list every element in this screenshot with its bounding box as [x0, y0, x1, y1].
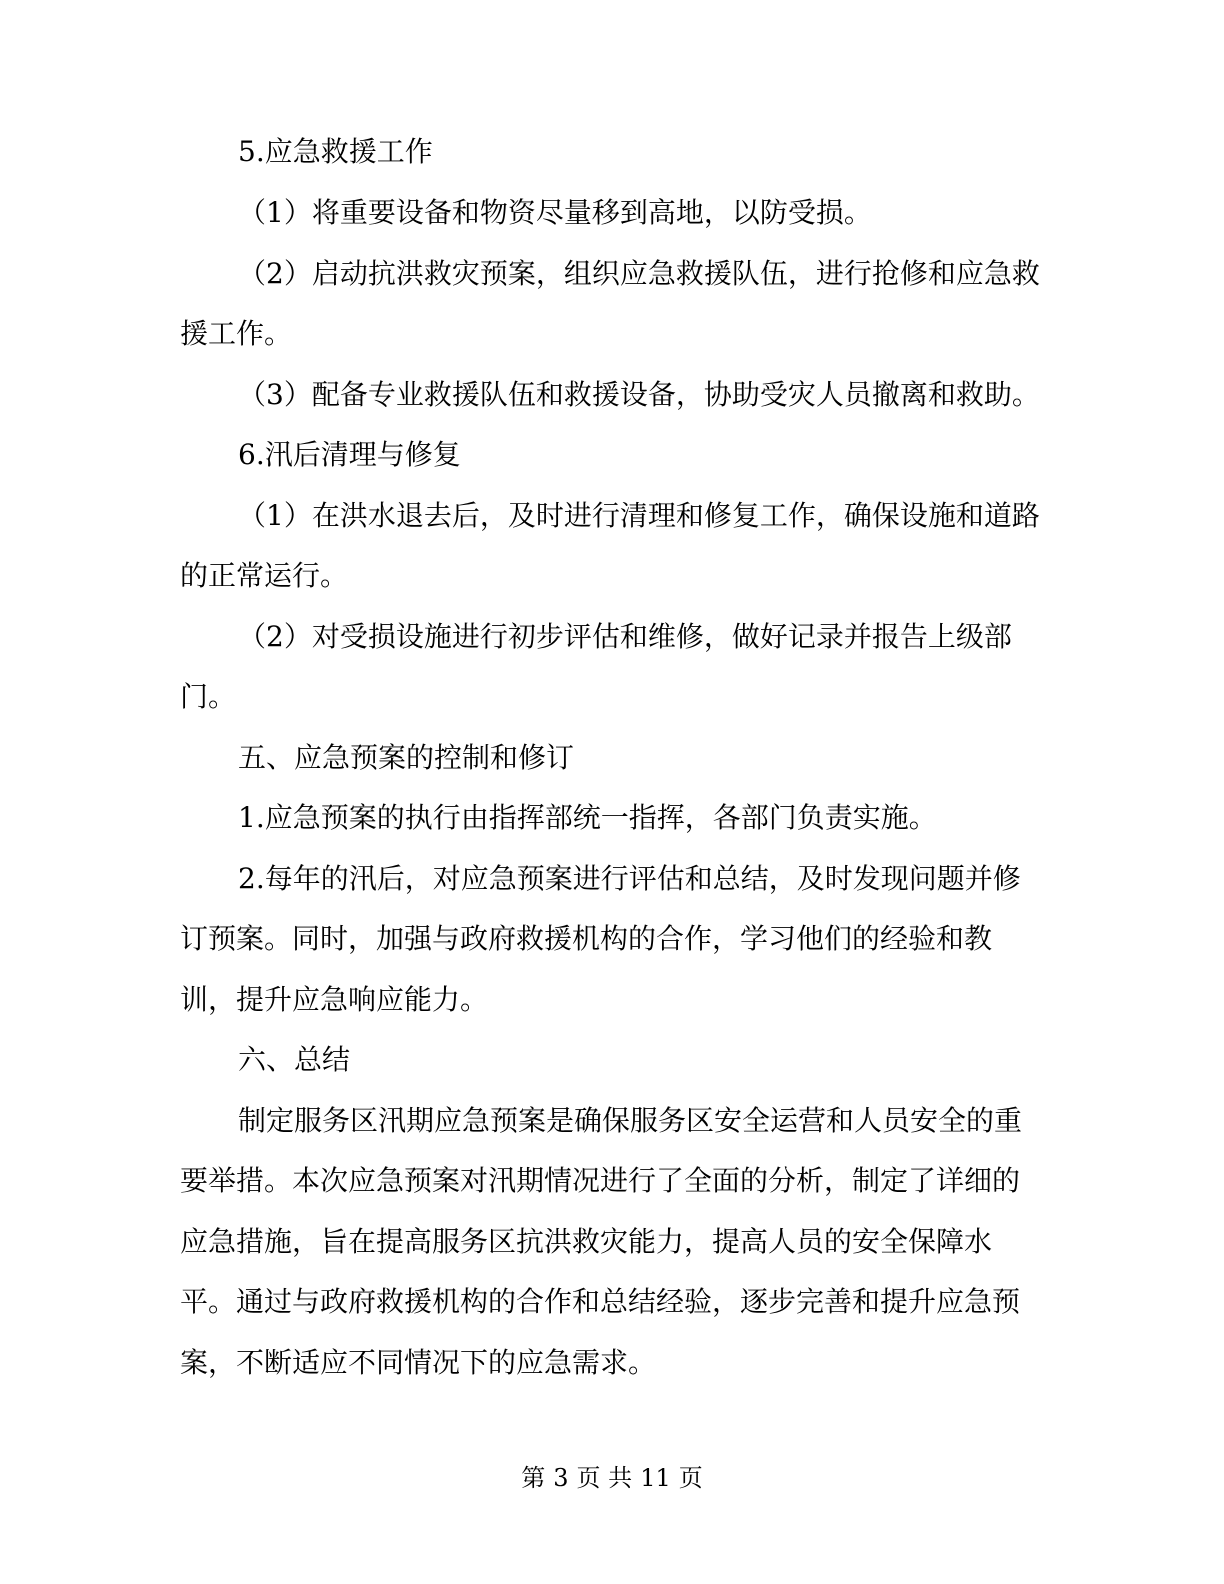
footer-suffix: 页	[678, 1464, 703, 1492]
paragraph-line: （1）在洪水退去后，及时进行清理和修复工作，确保设施和道路	[238, 499, 1040, 532]
current-page-number: 3	[553, 1464, 569, 1492]
paragraph-line: 案，不断适应不同情况下的应急需求。	[180, 1346, 657, 1379]
paragraph-line: 1.应急预案的执行由指挥部统一指挥，各部门负责实施。	[238, 801, 937, 834]
paragraph-line: （2）启动抗洪救灾预案，组织应急救援队伍，进行抢修和应急救	[238, 257, 1040, 290]
section-heading: 6.汛后清理与修复	[238, 438, 461, 471]
footer-middle: 页 共	[576, 1464, 633, 1492]
paragraph-line: 门。	[180, 680, 237, 713]
section-heading: 六、总结	[238, 1043, 351, 1076]
paragraph-line: 应急措施，旨在提高服务区抗洪救灾能力，提高人员的安全保障水	[180, 1225, 993, 1258]
paragraph-line: 的正常运行。	[180, 559, 349, 592]
page-number-footer	[0, 1458, 1224, 1498]
section-heading: 5.应急救援工作	[238, 135, 433, 168]
paragraph-line: 训，提升应急响应能力。	[180, 983, 489, 1016]
footer-prefix: 第	[521, 1464, 546, 1492]
paragraph-line: （3）配备专业救援队伍和救援设备，协助受灾人员撤离和救助。	[238, 378, 1040, 411]
total-page-count: 11	[640, 1464, 671, 1492]
paragraph-line: 援工作。	[180, 317, 293, 350]
paragraph-line: （2）对受损设施进行初步评估和维修，做好记录并报告上级部	[238, 620, 1012, 653]
paragraph-line: 订预案。同时，加强与政府救援机构的合作，学习他们的经验和教	[180, 922, 993, 955]
paragraph-line: （1）将重要设备和物资尽量移到高地，以防受损。	[238, 196, 872, 229]
paragraph-line: 制定服务区汛期应急预案是确保服务区安全运营和人员安全的重	[238, 1104, 1023, 1137]
paragraph-line: 2.每年的汛后，对应急预案进行评估和总结，及时发现问题并修	[238, 862, 1021, 895]
section-heading: 五、应急预案的控制和修订	[238, 741, 575, 774]
paragraph-line: 平。通过与政府救援机构的合作和总结经验，逐步完善和提升应急预	[180, 1285, 1021, 1318]
paragraph-line: 要举措。本次应急预案对汛期情况进行了全面的分析，制定了详细的	[180, 1164, 1021, 1197]
